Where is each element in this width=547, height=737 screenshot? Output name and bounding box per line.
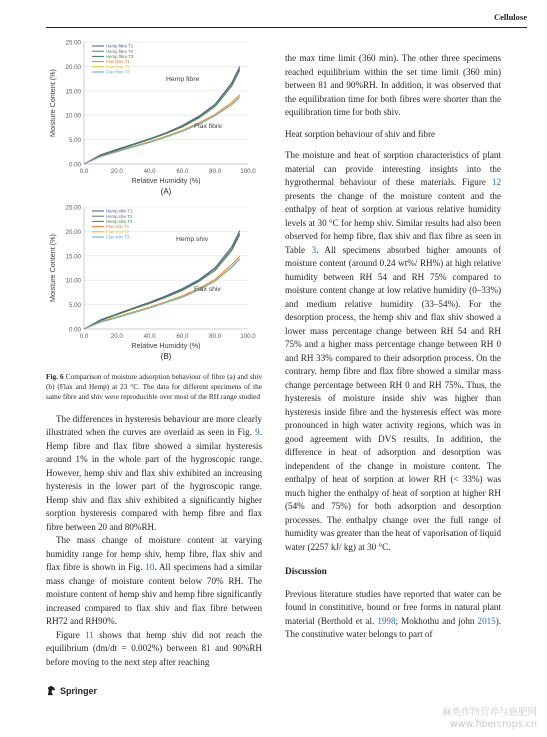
x-tick-label: 60.0 (176, 168, 189, 175)
text-run: Previous literature studies have reported that water can be found in constitutive, bound or free forms in natural plant material (Berthold et al. (285, 588, 501, 626)
x-tick-label: 100.0 (240, 333, 256, 340)
legend-entry: Hemp fibre T2 (106, 48, 134, 54)
caption-label: Fig. 6 (46, 372, 64, 381)
x-tick-label: 0.0 (79, 168, 89, 175)
left-paragraph-2 (46, 534, 262, 629)
text-run: . Hemp fibre and flax fibre showed a similar hysteresis around 1% in the whole part of the hygroscopic range. However, hemp shiv and flax shiv exhibited an increasing hysteresis in the lower part of the hygroscopic range. Hemp shiv and flax shiv exhibited a significantly higher sorption hysteresis compared with hemp fibre and flax fibre between 20 and 80%RH. (46, 427, 262, 532)
panel-label: (B) (160, 352, 172, 361)
text-run: The moisture and heat of sorption characteristics of plant material can provide interesting insights into the hygrothermal behaviour of these materials. Figure (285, 150, 501, 187)
chart-b (46, 201, 262, 361)
watermark (442, 707, 537, 731)
x-tick-label: 20.0 (110, 333, 123, 340)
watermark-line-2: www.fibercrops.cn (450, 719, 537, 730)
y-tick-label: 15.00 (65, 253, 81, 261)
series-line (84, 68, 240, 164)
watermark-line-1: 麻类作物营养与施肥网 (441, 707, 537, 718)
y-tick-label: 0.00 (68, 326, 81, 334)
x-tick-label: 40.0 (143, 333, 156, 340)
series-line (84, 233, 240, 329)
y-tick-label: 0.00 (68, 161, 81, 169)
annotation-label: Hemp shiv (176, 236, 209, 243)
x-tick-label: 40.0 (143, 168, 156, 175)
figure-link-11[interactable]: 11 (85, 629, 94, 640)
text-run: The differences in hysteresis behaviour are more clearly illustrated when the curves are overlaid as seen in Fig. (46, 413, 262, 438)
springer-logo (46, 685, 97, 696)
x-axis-label: Relative Humidity (%) (131, 176, 201, 185)
y-tick-label: 10.00 (65, 112, 81, 120)
figure-6a (46, 36, 262, 201)
annotation-label: Hemp fibre (166, 76, 200, 83)
right-paragraph-1: the max time limit (360 min). The other three specimens reached equilibrium within the set time limit (360 min) between 81 and 90%RH. In addition, it was observed that the equilibration time for both fibres were shorter than the equilibration time for both shiv. (285, 53, 501, 117)
x-tick-label: 80.0 (209, 168, 222, 175)
y-tick-label: 5.00 (68, 137, 81, 145)
x-tick-label: 80.0 (209, 333, 222, 340)
publisher-name: Springer (60, 685, 98, 696)
legend-entry: Hemp shiv T2 (106, 213, 133, 219)
y-tick-label: 20.00 (65, 228, 81, 236)
legend-entry: Hemp fibre T1 (106, 43, 134, 49)
section-heading-heat-sorption: Heat sorption behaviour of shiv and fibre (285, 128, 436, 139)
y-tick-label: 25.00 (65, 204, 81, 212)
citation-link-1998[interactable]: 1998 (377, 615, 396, 626)
x-tick-label: 0.0 (79, 333, 89, 340)
y-axis-label: Moisture Content (%) (48, 69, 57, 137)
text-run: . All specimens had a similar mass change of moisture content below 70% RH. The moisture content of hemp shiv and hemp fibre significantly increased compared to flax shiv and flax fibre between RH72 and RH90%. (46, 562, 262, 627)
text-run: ). The constitutive water belongs to part of (285, 615, 502, 639)
y-tick-label: 25.00 (65, 39, 81, 47)
figure-link-10[interactable]: 10 (145, 562, 155, 573)
text-run: shows that hemp shiv did not reach the equilibrium (dm/dt = 0.002%) between 81 and 90%RH before moving to the next step after reaching (46, 629, 262, 667)
left-column (46, 36, 262, 669)
legend-entry: Hemp shiv T3 (106, 219, 133, 224)
text-run: The mass change of moisture content at varying humidity range for hemp shiv, hemp fibre, flax shiv and flax fibre is shown in Fig. (46, 535, 262, 573)
series-line (84, 235, 240, 329)
citation-link-2015[interactable]: 2015 (477, 615, 496, 626)
figure-6b (46, 201, 262, 366)
y-tick-label: 20.00 (65, 63, 81, 71)
legend-entry: Flax fibre T3 (106, 69, 130, 75)
series-line (84, 70, 240, 164)
chart-a (46, 36, 262, 196)
legend-entry: Flax fibre T1 (106, 59, 130, 65)
legend-entry: Flax shiv T1 (106, 224, 130, 230)
x-tick-label: 20.0 (110, 168, 123, 175)
figure-link-9[interactable]: 9 (255, 427, 260, 438)
figure-caption (46, 372, 262, 403)
legend-entry: Hemp fibre T3 (106, 54, 134, 59)
annotation-label: Flax shiv (194, 286, 221, 293)
annotation-label: Flax fibre (194, 123, 222, 130)
x-axis-label: Relative Humidity (%) (131, 341, 201, 350)
right-paragraph-3 (285, 588, 501, 642)
left-paragraph-3 (46, 629, 262, 670)
springer-horse-icon (46, 685, 57, 696)
text-run: Figure (56, 629, 86, 640)
legend-entry: Hemp shiv T1 (106, 208, 133, 214)
caption-text: Comparison of moisture adsorption behaviour of fibre (a) and shiv (b) (Flax and Hemp) at 23 °C. The data for different specimens of the same fibre and shiv were reproducible over most of the RH range studied (46, 372, 262, 402)
legend-entry: Flax fibre T2 (106, 64, 130, 70)
x-tick-label: 100.0 (240, 168, 256, 175)
legend-entry: Flax shiv T2 (106, 229, 130, 235)
legend-entry: Flax shiv T3 (106, 234, 130, 240)
text-run: . All specimens absorbed higher amounts of moisture content (around 0.24 wt%/ RH%) at high relative humidity between RH 54 and RH 75% compared to moisture content change at low relative humidity (0–33%) and medium relative humidity (33–54%). For the desorption process, the hemp shiv and flax shiv showed a lower mass percentage change between RH 54 and RH 75% and a higher mass percentage change between RH 0 and RH 33% compared to their adsorption process. On the contrary. hemp fibre and flax fibre showed a similar mass change percentage between RH 0 and RH 75%. Thus, the hysteresis of moisture inside shiv was higher than hysteresis inside fibre and the hysteresis effect was more pronounced in high water activity regions, which was in good agreement with DVS results. In addition, the difference in heat of adsorption and desorption was independent of the change in moisture content. The enthalpy of heat of sorption at lower RH (< 33%) was much higher the enthalpy of heat of sorption at higher RH (54% and 75%) for both adsorption and desorption processes. The enthalpy change over the full range of humidity was greater than the heat of vaporisation of liquid water (2257 kJ/ kg) at 30 °C. (285, 244, 501, 552)
right-column (285, 52, 501, 642)
section-heading-discussion: Discussion (285, 567, 327, 577)
x-tick-label: 60.0 (176, 333, 189, 340)
y-tick-label: 10.00 (65, 277, 81, 285)
figure-link-12[interactable]: 12 (491, 177, 501, 187)
header-rule (46, 27, 527, 28)
text-run: presents the change of the moisture content and the enthalpy of heat of sorption at various relative humidity levels at 30 °C for hemp shiv. Similar results had also been observed for hemp fibre, flax shiv and flax fibre as seen in Table (285, 190, 501, 255)
table-link-3[interactable]: 3 (311, 244, 317, 255)
text-run: ; Mokhothu and john (395, 615, 478, 626)
y-tick-label: 5.00 (68, 302, 81, 310)
right-paragraph-2 (285, 149, 501, 554)
panel-label: (A) (160, 187, 172, 196)
y-axis-label: Moisture Content (%) (48, 234, 57, 302)
journal-name: Cellulose (493, 12, 527, 22)
left-paragraph-1 (46, 413, 262, 535)
y-tick-label: 15.00 (65, 88, 81, 96)
